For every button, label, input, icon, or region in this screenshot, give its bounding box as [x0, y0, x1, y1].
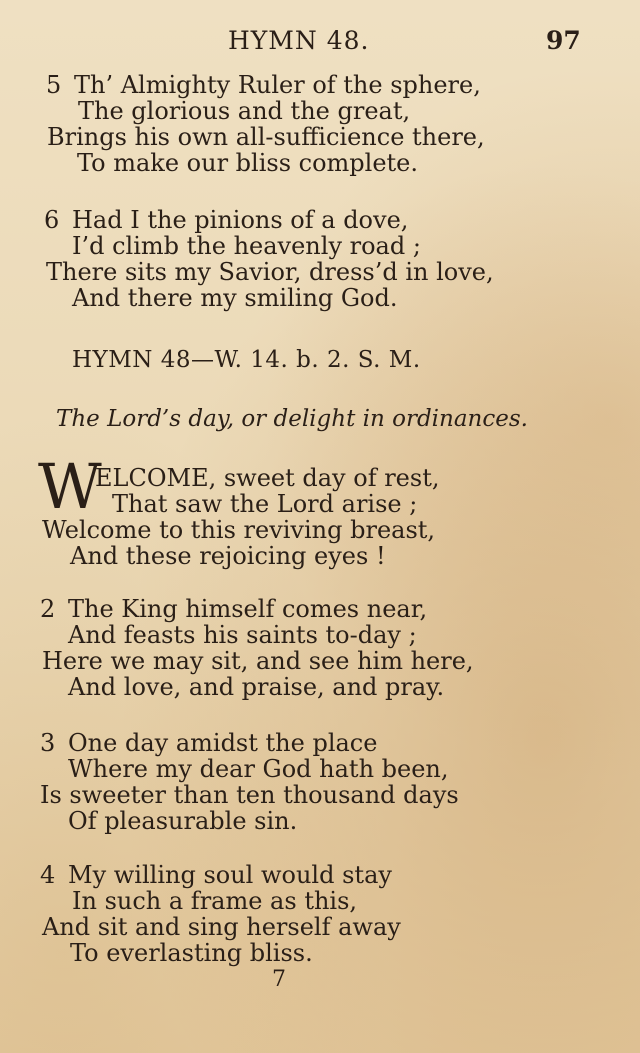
verse-line: Th’ Almighty Ruler of the sphere,	[74, 71, 481, 99]
verse-line: There sits my Savior, dress’d in love,	[46, 258, 494, 286]
verse-line: Welcome to this reviving breast,	[42, 516, 436, 544]
hymn-heading: HYMN 48—W. 14. b. 2. S. M.	[72, 347, 421, 373]
verse-line: Where my dear God hath been,	[68, 755, 449, 783]
hymn-subtitle: The Lord’s day, or delight in ordinances.	[56, 406, 528, 432]
verse-line: That saw the Lord arise ;	[112, 490, 418, 518]
verse-line: I’d climb the heavenly road ;	[72, 232, 421, 260]
stanza-number: 4	[40, 861, 56, 889]
verse-line: To everlasting bliss.	[70, 939, 313, 967]
stanza-number: 2	[40, 595, 56, 623]
verse-line: Is sweeter than ten thousand days	[40, 781, 459, 809]
verse-line: And sit and sing herself away	[42, 913, 401, 941]
running-header	[0, 26, 640, 56]
stanza-number: 3	[40, 729, 56, 757]
verse-line: My willing soul would stay	[68, 861, 392, 889]
running-title: HYMN 48.	[228, 26, 370, 55]
verse-line: To make our bliss complete.	[77, 149, 419, 177]
verse-line: Of pleasurable sin.	[68, 807, 298, 835]
verse-line: And feasts his saints to-day ;	[68, 621, 417, 649]
verse-line: The glorious and the great,	[78, 97, 411, 125]
stanza-number: 6	[44, 206, 60, 234]
verse-line: In such a frame as this,	[72, 887, 358, 915]
verse-line: Brings his own all-sufficience there,	[47, 123, 485, 151]
stanza-number: 5	[46, 71, 62, 99]
verse-line: And these rejoicing eyes !	[70, 542, 386, 570]
verse-line: Had I the pinions of a dove,	[72, 206, 409, 234]
verse-line: Here we may sit, and see him here,	[42, 647, 474, 675]
verse-line: ELCOME, sweet day of rest,	[95, 464, 440, 492]
verse-line: And there my smiling God.	[72, 284, 398, 312]
verse-line: The King himself comes near,	[68, 595, 428, 623]
verse-line: And love, and praise, and pray.	[68, 673, 445, 701]
page-number: 97	[546, 26, 581, 55]
signature-mark: 7	[272, 967, 286, 992]
drop-cap: W	[38, 450, 102, 523]
verse-line: One day amidst the place	[68, 729, 378, 757]
